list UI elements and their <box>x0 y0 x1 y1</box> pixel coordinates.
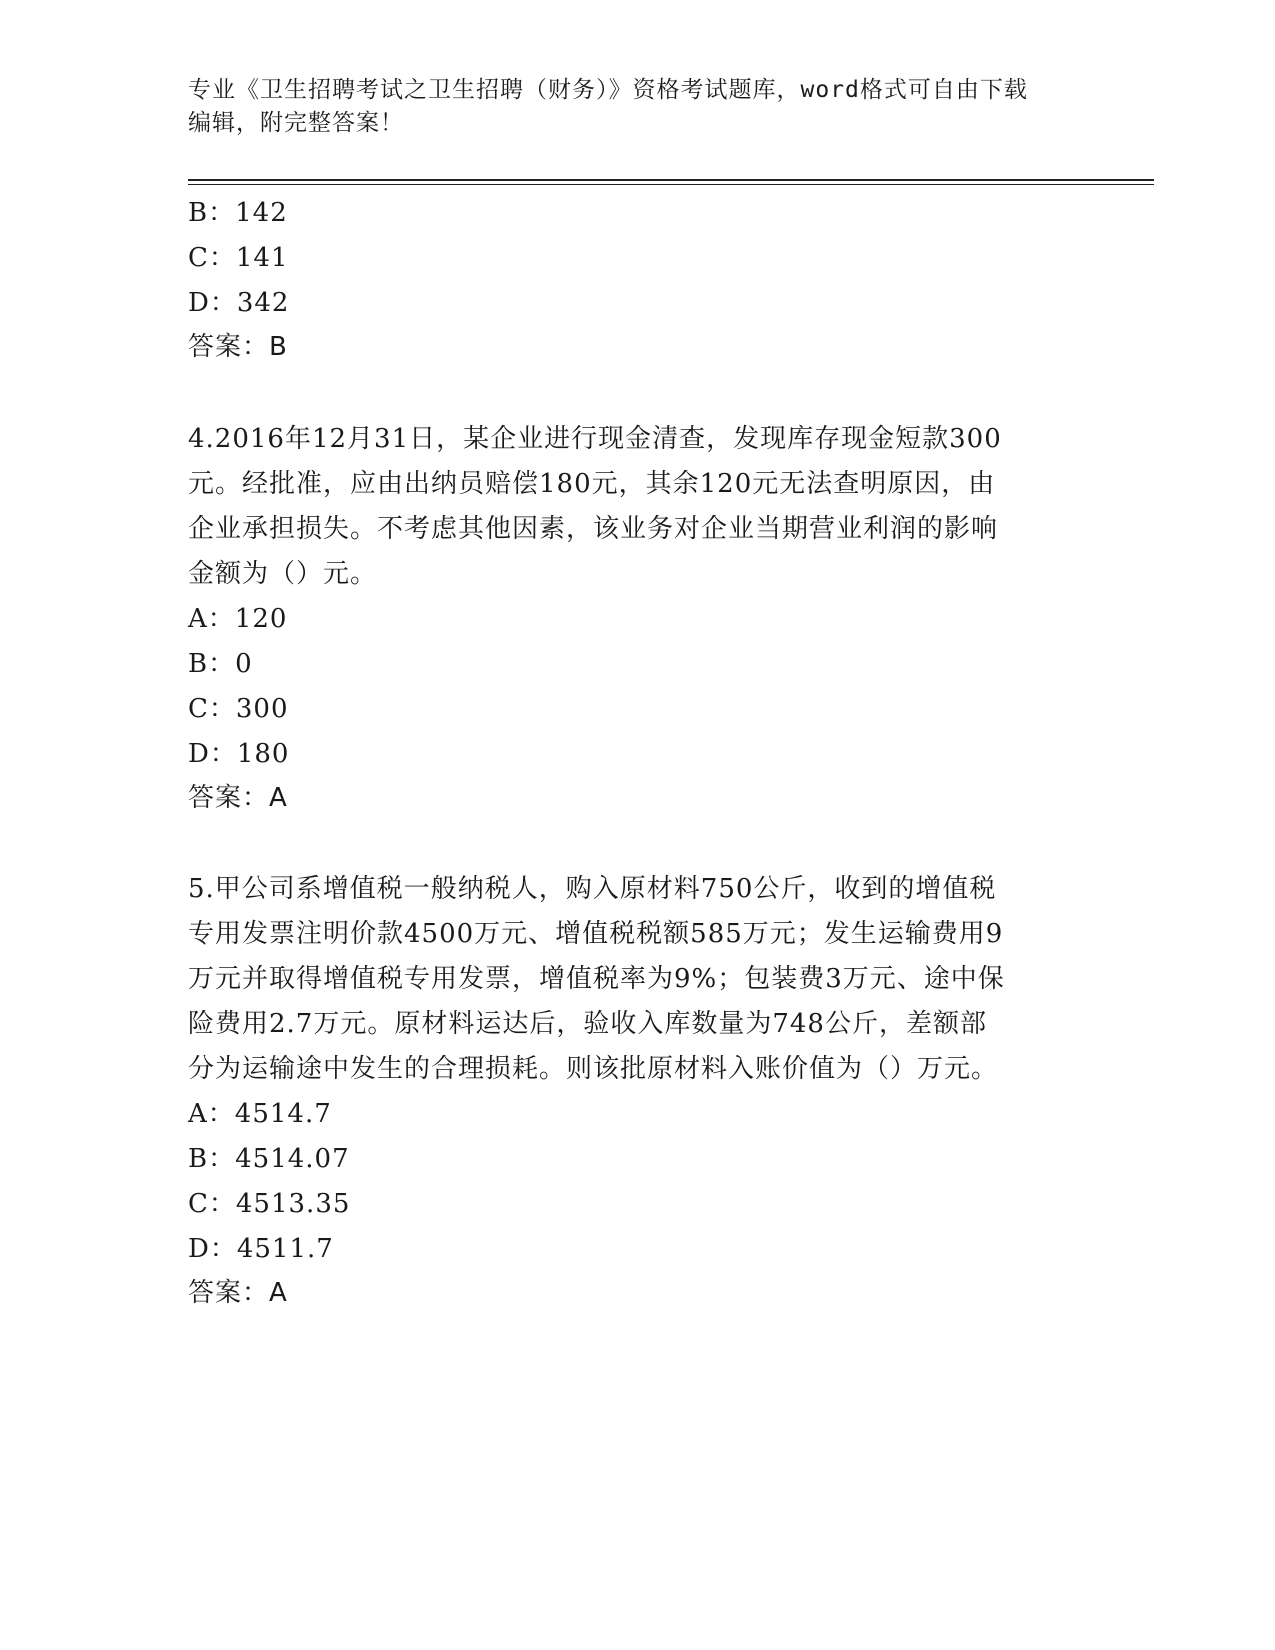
q5-answer: 答案：A <box>188 1278 288 1308</box>
q5-option-d: D：4511.7 <box>188 1234 334 1264</box>
header-divider-thick <box>188 179 1154 181</box>
q3-answer: 答案：B <box>188 332 288 362</box>
q5-text-line-1: 5.甲公司系增值税一般纳税人，购入原材料750公斤，收到的增值税 <box>188 874 997 904</box>
q4-option-d: D：180 <box>188 739 290 769</box>
header-line-1: 专业《卫生招聘考试之卫生招聘（财务）》资格考试题库，word格式可自由下载 <box>188 77 1028 103</box>
header-line-2: 编辑，附完整答案！ <box>188 110 404 136</box>
q5-option-c: C：4513.35 <box>188 1189 351 1219</box>
q4-text-line-1: 4.2016年12月31日，某企业进行现金清查，发现库存现金短款300 <box>188 424 1002 454</box>
q4-option-b: B：0 <box>188 649 253 679</box>
q5-text-line-2: 专用发票注明价款4500万元、增值税税额585万元；发生运输费用9 <box>188 919 1004 949</box>
header-divider-thin <box>188 184 1154 185</box>
q4-option-a: A：120 <box>188 604 288 634</box>
q4-text-line-4: 金额为（）元。 <box>188 559 378 589</box>
q4-text-line-3: 企业承担损失。不考虑其他因素，该业务对企业当期营业利润的影响 <box>188 514 999 544</box>
q3-option-b: B：142 <box>188 198 288 228</box>
q5-text-line-3: 万元并取得增值税专用发票，增值税率为9%；包装费3万元、途中保 <box>188 964 1005 994</box>
document-header <box>188 74 1078 140</box>
q5-text-line-4: 险费用2.7万元。原材料运达后，验收入库数量为748公斤，差额部 <box>188 1009 987 1039</box>
q5-option-b: B：4514.07 <box>188 1144 350 1174</box>
q5-option-a: A：4514.7 <box>188 1099 332 1129</box>
q3-option-d: D：342 <box>188 288 290 318</box>
q5-text-line-5: 分为运输途中发生的合理损耗。则该批原材料入账价值为（）万元。 <box>188 1054 999 1084</box>
q3-option-c: C：141 <box>188 243 289 273</box>
q4-answer: 答案：A <box>188 783 288 813</box>
q4-text-line-2: 元。经批准，应由出纳员赔偿180元，其余120元无法查明原因，由 <box>188 469 996 499</box>
q4-option-c: C：300 <box>188 694 289 724</box>
